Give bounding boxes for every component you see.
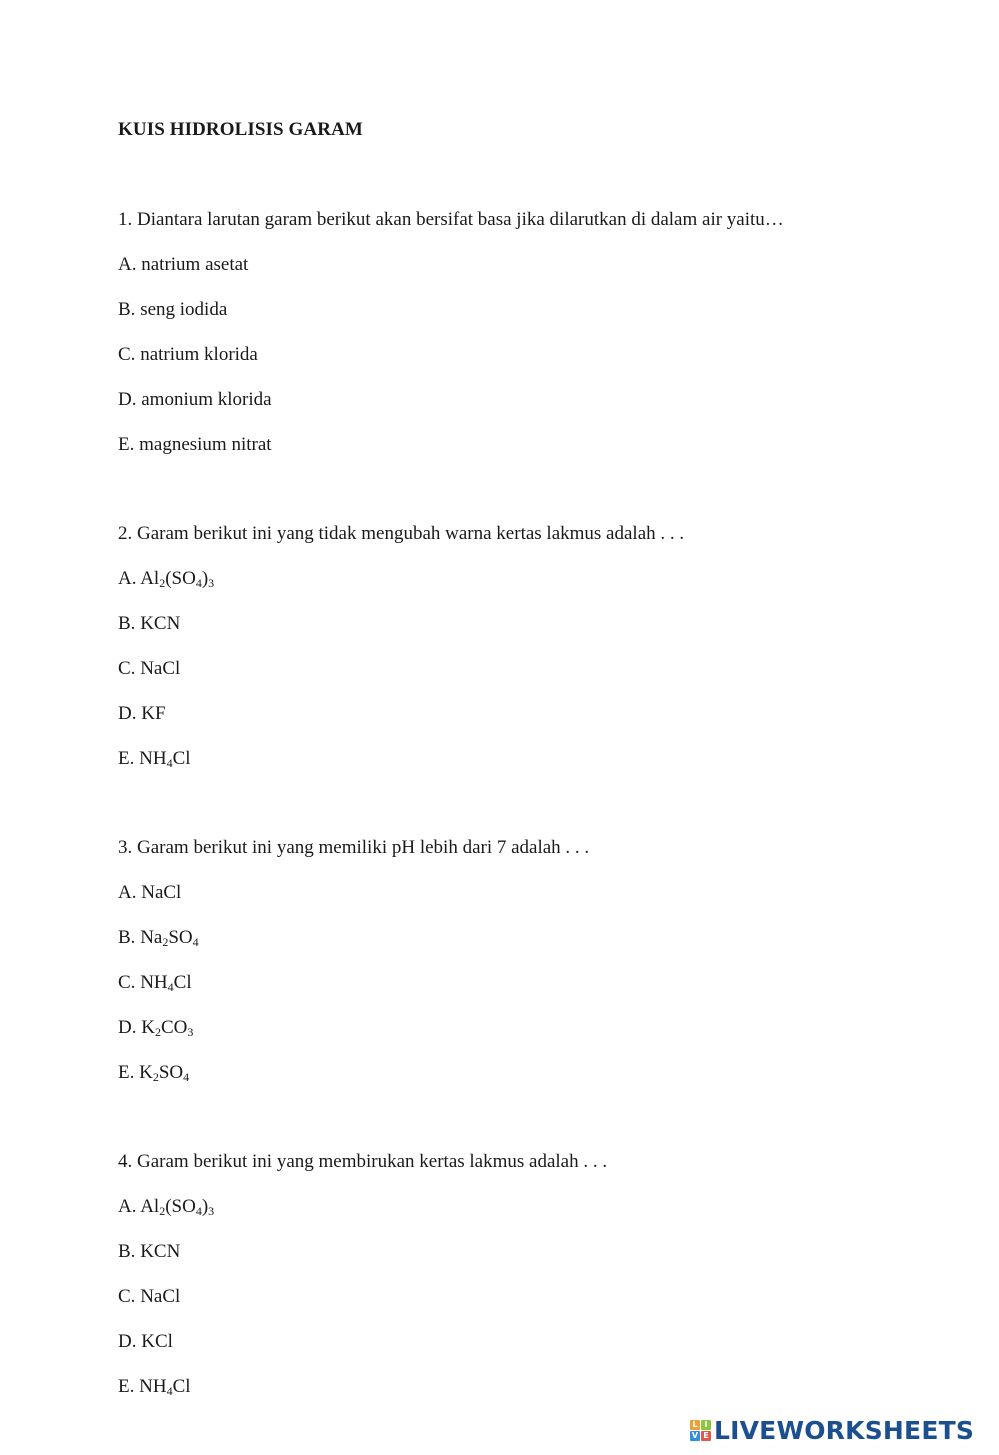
chemical-formula	[141, 703, 165, 724]
question-2-option-a[interactable]	[118, 568, 214, 590]
chemical-formula	[140, 1286, 180, 1307]
formula-subscript: 3	[187, 1025, 194, 1039]
formula-part: (SO	[165, 568, 196, 589]
formula-part: KCN	[140, 1241, 181, 1262]
question-number: 2.	[118, 523, 133, 544]
chemical-formula	[139, 1376, 190, 1397]
question-stem: Garam berikut ini yang memiliki pH lebih dari 7 adalah . . .	[137, 837, 590, 858]
option-letter: B.	[118, 927, 136, 948]
option-letter: B.	[118, 299, 136, 320]
formula-part: Cl	[172, 1376, 191, 1397]
formula-subscript: 4	[195, 1204, 202, 1218]
formula-part: SO	[168, 927, 193, 948]
option-letter: B.	[118, 1241, 136, 1262]
chemical-formula	[140, 568, 214, 589]
question-2-option-b[interactable]	[118, 613, 180, 635]
formula-subscript: 4	[192, 935, 199, 949]
option-text: seng iodida	[140, 299, 228, 320]
option-letter: A.	[118, 254, 137, 275]
option-letter: E.	[118, 434, 135, 455]
formula-part: SO	[158, 1062, 184, 1083]
question-3-option-d[interactable]	[118, 1017, 193, 1039]
question-stem: Diantara larutan garam berikut akan bersifat basa jika dilarutkan di dalam air yaitu…	[137, 209, 784, 230]
formula-part: )	[201, 1196, 209, 1217]
chemical-formula	[139, 748, 190, 769]
chemical-formula	[140, 927, 198, 948]
formula-part: NH	[139, 1376, 167, 1397]
formula-part: NaCl	[140, 658, 181, 679]
option-letter: E.	[118, 1376, 135, 1397]
option-letter: C.	[118, 972, 136, 993]
logo-mark-letter: E	[701, 1431, 711, 1441]
question-4-option-b[interactable]	[118, 1241, 180, 1263]
formula-part: NaCl	[140, 1286, 181, 1307]
question-2-text	[118, 523, 684, 545]
formula-part: Al	[140, 568, 160, 589]
liveworksheets-logo	[690, 1415, 974, 1445]
formula-part: KF	[141, 703, 166, 724]
question-2-option-e[interactable]	[118, 748, 191, 770]
option-letter: E.	[118, 748, 135, 769]
question-3-option-b[interactable]	[118, 927, 199, 949]
option-letter: D.	[118, 389, 137, 410]
question-stem: Garam berikut ini yang tidak mengubah warna kertas lakmus adalah . . .	[137, 523, 685, 544]
option-letter: A.	[118, 882, 137, 903]
question-1-option-a[interactable]	[118, 254, 248, 276]
formula-part: CO	[160, 1017, 188, 1038]
question-3-text	[118, 837, 589, 859]
formula-subscript: 3	[208, 1204, 215, 1218]
formula-subscript: 4	[166, 756, 173, 770]
option-letter: D.	[118, 703, 137, 724]
formula-part: NaCl	[141, 882, 182, 903]
question-4-option-d[interactable]	[118, 1331, 173, 1353]
logo-mark-letter: L	[690, 1420, 700, 1430]
option-text: magnesium nitrat	[139, 434, 272, 455]
formula-subscript: 3	[208, 576, 215, 590]
option-text: amonium klorida	[141, 389, 272, 410]
question-2-option-d[interactable]	[118, 703, 166, 725]
option-letter: C.	[118, 658, 136, 679]
chemical-formula	[141, 1017, 193, 1038]
question-3-option-e[interactable]	[118, 1062, 189, 1084]
logo-mark-letter: I	[701, 1420, 711, 1430]
option-letter: A.	[118, 568, 137, 589]
question-1-option-c[interactable]	[118, 344, 258, 366]
logo-mark-letter: V	[691, 1430, 699, 1440]
formula-subscript: 2	[152, 1070, 159, 1084]
question-3-option-c[interactable]	[118, 972, 192, 994]
formula-part: KCN	[140, 613, 181, 634]
option-letter: C.	[118, 344, 136, 365]
formula-part: NH	[139, 748, 167, 769]
formula-subscript: 4	[195, 576, 202, 590]
formula-part: )	[201, 568, 209, 589]
formula-part: Cl	[173, 972, 192, 993]
formula-part: KCl	[141, 1331, 173, 1352]
chemical-formula	[140, 613, 180, 634]
option-text: natrium klorida	[140, 344, 258, 365]
formula-part: K	[141, 1017, 155, 1038]
option-letter: A.	[118, 1196, 137, 1217]
option-letter: D.	[118, 1017, 137, 1038]
formula-subscript: 4	[166, 1384, 173, 1398]
question-1-option-e[interactable]	[118, 434, 272, 456]
question-4-text	[118, 1151, 607, 1173]
question-1-text	[118, 209, 784, 231]
chemical-formula	[141, 1331, 173, 1352]
option-letter: B.	[118, 613, 136, 634]
chemical-formula	[139, 1062, 189, 1083]
question-2-option-c[interactable]	[118, 658, 180, 680]
formula-subscript: 2	[154, 1025, 161, 1039]
formula-part: NH	[140, 972, 168, 993]
quiz-title: KUIS HIDROLISIS GARAM	[118, 119, 363, 140]
formula-subscript: 2	[159, 576, 166, 590]
formula-subscript: 4	[183, 1070, 190, 1084]
chemical-formula	[141, 882, 181, 903]
chemical-formula	[140, 1241, 180, 1262]
question-4-option-c[interactable]	[118, 1286, 180, 1308]
formula-subscript: 4	[167, 980, 174, 994]
formula-part: Al	[140, 1196, 160, 1217]
formula-part: K	[139, 1062, 153, 1083]
question-4-option-a[interactable]	[118, 1196, 214, 1218]
formula-part: Na	[140, 927, 163, 948]
option-text: natrium asetat	[141, 254, 249, 275]
option-letter: C.	[118, 1286, 136, 1307]
question-number: 3.	[118, 837, 133, 858]
question-number: 1.	[118, 209, 133, 230]
question-stem: Garam berikut ini yang membirukan kertas lakmus adalah . . .	[137, 1151, 608, 1172]
formula-part: Cl	[172, 748, 191, 769]
liveworksheets-logo-mark-icon	[690, 1420, 711, 1441]
chemical-formula	[140, 1196, 214, 1217]
option-letter: D.	[118, 1331, 137, 1352]
chemical-formula	[140, 972, 191, 993]
option-letter: E.	[118, 1062, 135, 1083]
question-4-option-e[interactable]	[118, 1376, 191, 1398]
question-3-option-a[interactable]	[118, 882, 181, 904]
chemical-formula	[140, 658, 180, 679]
formula-part: (SO	[165, 1196, 196, 1217]
formula-subscript: 2	[162, 935, 169, 949]
question-1-option-d[interactable]	[118, 389, 272, 411]
liveworksheets-logo-text: LIVEWORKSHEETS	[714, 1415, 975, 1445]
question-1-option-b[interactable]	[118, 299, 227, 321]
question-number: 4.	[118, 1151, 133, 1172]
formula-subscript: 2	[159, 1204, 166, 1218]
